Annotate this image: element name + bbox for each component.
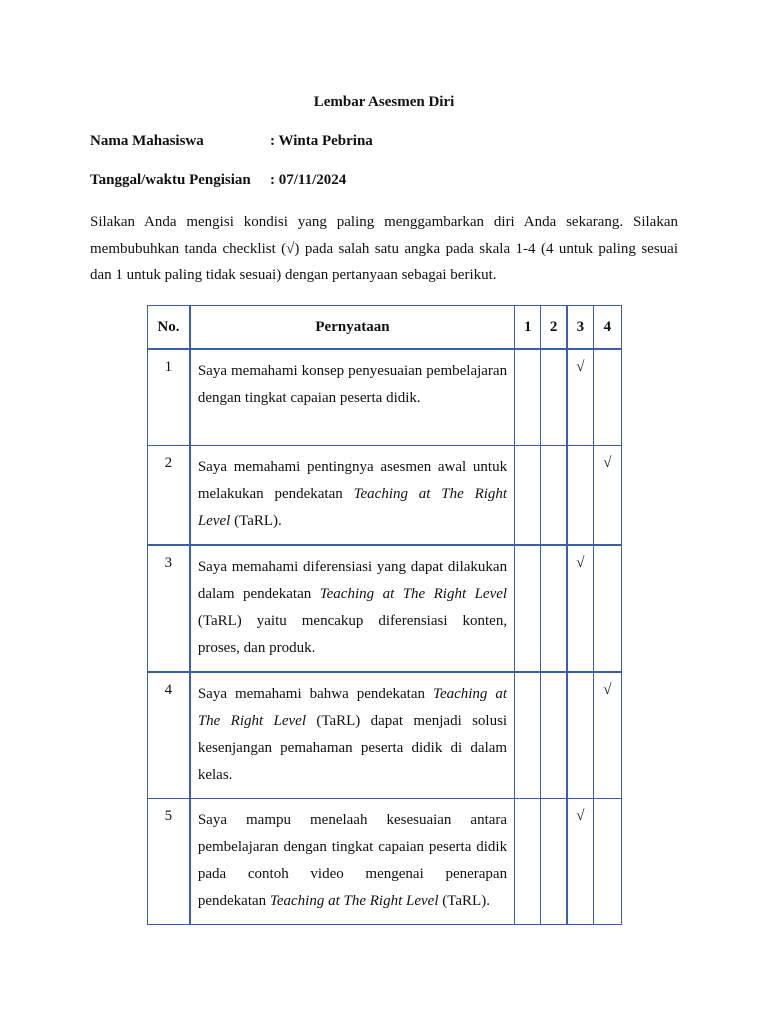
scale-2-cell <box>541 446 567 546</box>
scale-3-cell <box>567 799 593 925</box>
check-mark: √ <box>603 455 612 471</box>
student-name-value: : Winta Pebrina <box>270 133 373 149</box>
table-row <box>148 799 622 925</box>
row-number: 4 <box>148 672 190 799</box>
fill-date-row <box>90 172 346 189</box>
row-number: 1 <box>148 349 190 446</box>
row-number: 3 <box>148 545 190 672</box>
scale-4-cell <box>593 446 621 546</box>
student-name-row <box>90 133 373 150</box>
table-row <box>148 672 622 799</box>
fill-date-value: : 07/11/2024 <box>270 172 347 188</box>
student-name-label: Nama Mahasiswa <box>90 133 204 149</box>
header-scale-4: 4 <box>593 306 621 350</box>
row-statement <box>190 446 515 546</box>
scale-1-cell <box>515 349 541 446</box>
statement-text: Saya memahami konsep penyesuaian pembelajaran dengan tingkat capaian peserta didik. <box>197 363 508 406</box>
statement-text: (TaRL) yaitu mencakup diferensiasi konten, proses, dan produk. <box>197 613 508 656</box>
scale-1-cell <box>515 799 541 925</box>
statement-text: Saya memahami pentingnya asesmen awal untuk melakukan pendekatan <box>197 459 508 502</box>
scale-2-cell <box>541 545 567 672</box>
header-scale-3: 3 <box>567 306 593 350</box>
scale-4-cell <box>593 349 621 446</box>
row-statement <box>190 672 515 799</box>
statement-text: Saya mampu menelaah kesesuaian antara pembelajaran dengan tingkat capaian peserta didik pada contoh video mengenai penerapan pendekatan <box>197 812 508 909</box>
row-number: 5 <box>148 799 190 925</box>
statement-text: (TaRL). <box>230 513 282 529</box>
row-statement <box>190 349 515 446</box>
table-row <box>148 349 622 446</box>
scale-4-cell <box>593 672 621 799</box>
statement-text: (TaRL) dapat menjadi solusi kesenjangan pemahaman peserta didik di dalam kelas. <box>197 713 508 783</box>
check-mark: √ <box>603 682 612 698</box>
row-statement <box>190 799 515 925</box>
scale-1-cell <box>515 672 541 799</box>
scale-3-cell <box>567 545 593 672</box>
scale-2-cell <box>541 349 567 446</box>
table-row <box>148 446 622 546</box>
header-scale-1: 1 <box>515 306 541 350</box>
scale-3-cell <box>567 349 593 446</box>
check-mark: √ <box>576 555 585 571</box>
scale-3-cell <box>567 672 593 799</box>
row-number: 2 <box>148 446 190 546</box>
table-row <box>148 545 622 672</box>
check-mark: √ <box>576 359 585 375</box>
statement-italic-term: Teaching at The Right Level <box>319 586 508 602</box>
scale-1-cell <box>515 545 541 672</box>
scale-3-cell <box>567 446 593 546</box>
statement-text: (TaRL). <box>438 893 490 909</box>
scale-2-cell <box>541 672 567 799</box>
instructions-paragraph: Silakan Anda mengisi kondisi yang paling menggambarkan diri Anda sekarang. Silakan membubuhkan tanda checklist (√) pada salah satu angka pada skala 1-4 (4 untuk paling sesuai dan 1 untuk paling tidak sesuai) dengan pertanyaan sebagai berikut. <box>90 214 678 283</box>
table-header-row <box>148 306 622 350</box>
document-title: Lembar Asesmen Diri <box>313 94 455 110</box>
scale-4-cell <box>593 545 621 672</box>
fill-date-label: Tanggal/waktu Pengisian <box>90 172 251 188</box>
statement-italic-term: Teaching at The Right Level <box>197 486 508 529</box>
scale-4-cell <box>593 799 621 925</box>
statement-italic-term: Teaching at The Right Level <box>269 893 439 909</box>
self-assessment-table <box>147 305 622 925</box>
scale-2-cell <box>541 799 567 925</box>
check-mark: √ <box>576 808 585 824</box>
statement-text: Saya memahami bahwa pendekatan <box>197 686 433 702</box>
statement-text: Saya memahami diferensiasi yang dapat dilakukan dalam pendekatan <box>197 559 508 602</box>
row-statement <box>190 545 515 672</box>
header-scale-2: 2 <box>541 306 567 350</box>
header-statement: Pernyataan <box>190 306 515 350</box>
header-no: No. <box>148 306 190 350</box>
statement-italic-term: Teaching at The Right Level <box>197 686 508 729</box>
scale-1-cell <box>515 446 541 546</box>
